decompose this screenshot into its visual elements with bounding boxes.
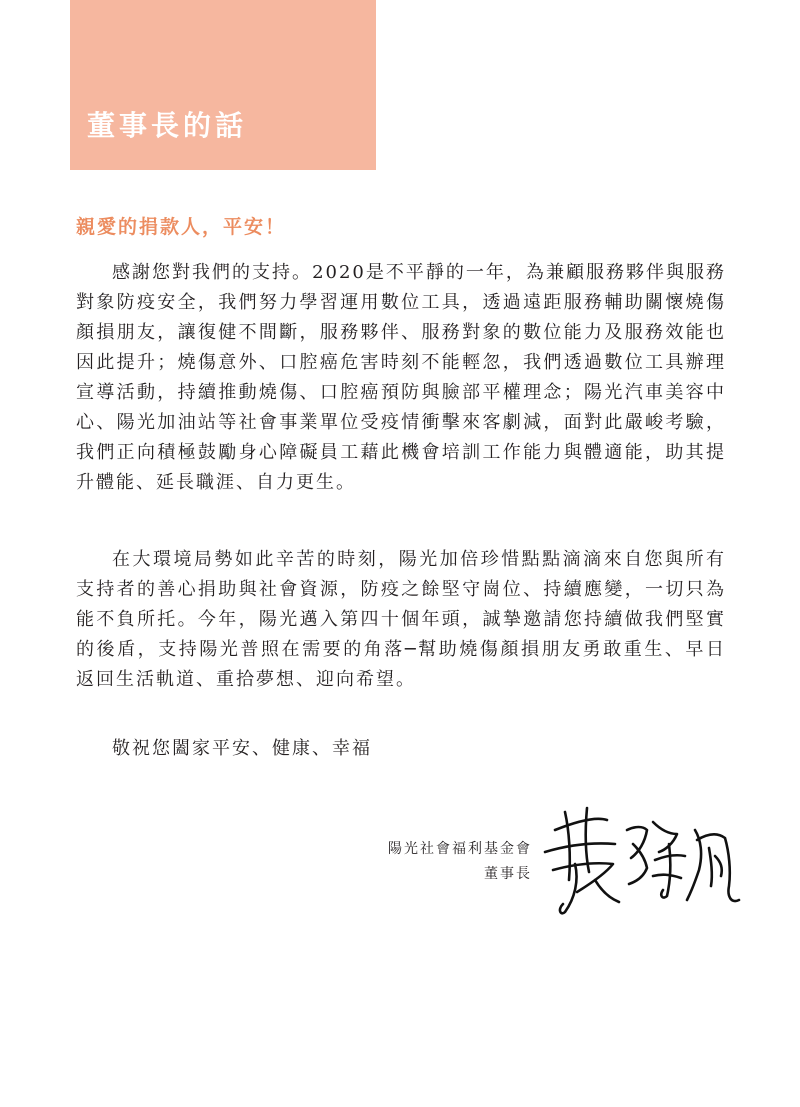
title-banner [70, 0, 376, 170]
letter-paragraph-1: 感謝您對我們的支持。2020是不平靜的一年，為兼顧服務夥伴與服務對象防疫安全，我們努力學習運用數位工具，透過遠距服務輔助關懷燒傷顏損朋友，讓復健不間斷，服務夥伴、服務對象的數位能力及服務效能也因此提升；燒傷意外、口腔癌危害時刻不能輕忽，我們透過數位工具辦理宣導活動，持續推動燒傷、口腔癌預防與臉部平權理念；陽光汽車美容中心、陽光加油站等社會事業單位受疫情衝擊來客劇減，面對此嚴峻考驗，我們正向積極鼓勵身心障礙員工藉此機會培訓工作能力與體適能，助其提升體能、延長職涯、自力更生。 [76, 262, 726, 493]
signature-organization: 陽光社會福利基金會 [388, 841, 532, 857]
signature-role: 董事長 [484, 866, 532, 882]
letter-closing: 敬祝您闔家平安、健康、幸福 [112, 738, 372, 759]
handwritten-signature [535, 800, 745, 920]
letter-paragraph-2: 在大環境局勢如此辛苦的時刻，陽光加倍珍惜點點滴滴來自您與所有支持者的善心捐助與社會資源，防疫之餘堅守崗位、持續應變，一切只為能不負所托。今年，陽光邁入第四十個年頭，誠摯邀請您持續做我們堅實的後盾，支持陽光普照在需要的角落─幫助燒傷顏損朋友勇敢重生、早日返回生活軌道、重拾夢想、迎向希望。 [76, 549, 726, 690]
letter-greeting: 親愛的捐款人，平安！ [76, 216, 287, 238]
page-title: 董事長的話 [87, 109, 248, 142]
